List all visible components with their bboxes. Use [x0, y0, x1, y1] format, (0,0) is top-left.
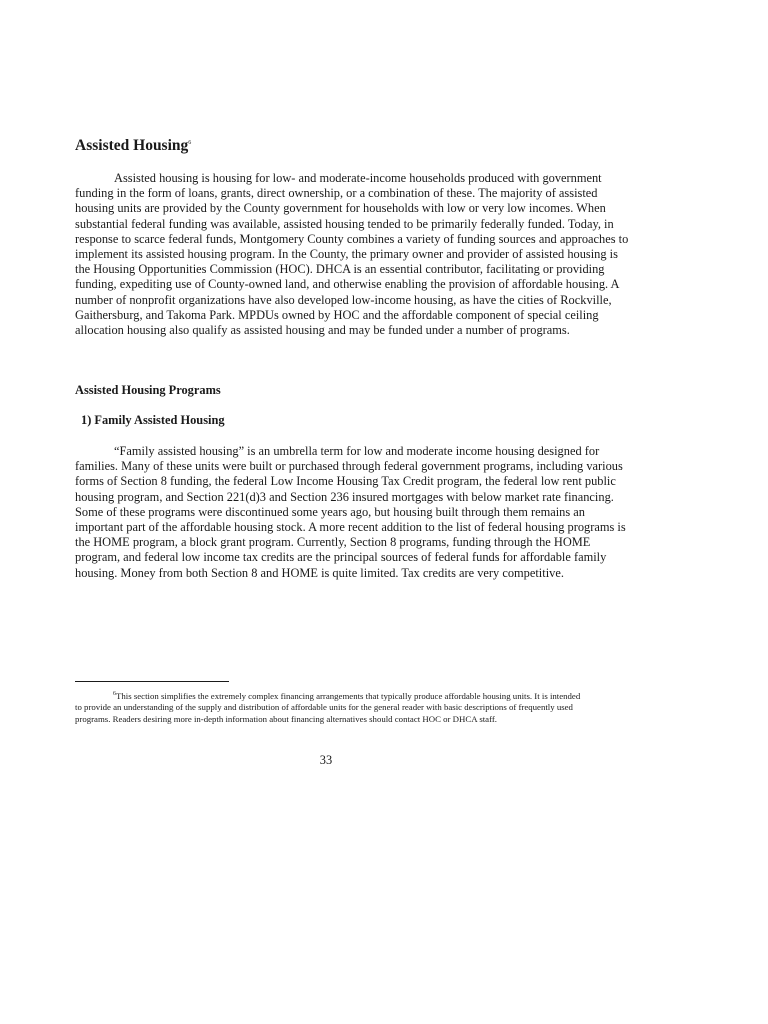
page-number: 33 — [319, 753, 333, 767]
body-paragraph-assisted-housing: Assisted housing is housing for low- and moderate-income households produced with government funding in the form of loans, grants, direct ownership, or a combination of these. The majority of assisted housing units are provided by the County government for households with low or very low incomes. When substantial federal funding was available, assisted housing tended to be primarily federally funded. Today, in response to scarce federal funds, Montgomery County combines a variety of funding sources and approaches to implement its assisted housing program. In the County, the primary owner and provider of assisted housing is the Housing Opportunities Commission (HOC). DHCA is an essential contributor, facilitating or providing funding, expediting use of County-owned land, and otherwise enabling the provision of affordable housing. A number of nonprofit organizations have also developed low-income housing, as have the cities of Rockville, Gaithersburg, and Takoma Park. MPDUs owned by HOC and the affordable component of special ceiling allocation housing also qualify as assisted housing and may be funded under a number of programs. — [75, 171, 629, 338]
footnote — [75, 691, 585, 725]
footnote-reference: 6 — [188, 139, 192, 146]
footnote-text: This section simplifies the extremely complex financing arrangements that typically produce affordable housing units. It is intended to provide an understanding of the supply and distribution of affordable units for the general reader with basic descriptions of frequently used programs. Readers desiring more in-depth information about financing alternatives should contact HOC or DHCA staff. — [75, 691, 581, 724]
footnote-divider — [75, 681, 229, 682]
section-heading-text: Assisted Housing — [75, 137, 189, 154]
footnote-number: 6 — [113, 691, 116, 698]
subheading-assisted-housing-programs: Assisted Housing Programs — [75, 383, 221, 397]
subheading-family-assisted-housing: 1) Family Assisted Housing — [81, 413, 225, 427]
section-heading — [75, 137, 191, 155]
body-paragraph-family-assisted-housing: “Family assisted housing” is an umbrella term for low and moderate income housing designed for families. Many of these units were built or purchased through federal government programs, including various forms of Section 8 funding, the federal Low Income Housing Tax Credit program, the federal low rent public housing program, and Section 221(d)3 and Section 236 insured mortgages with below market rate financing. Some of these programs were discontinued some years ago, but housing built through them remains an important part of the affordable housing stock. A more recent addition to the list of federal housing programs is the HOME program, a block grant program. Currently, Section 8 programs, funding through the HOME program, and federal low income tax credits are the principal sources of federal funds for affordable family housing. Money from both Section 8 and HOME is quite limited. Tax credits are very competitive. — [75, 444, 626, 580]
